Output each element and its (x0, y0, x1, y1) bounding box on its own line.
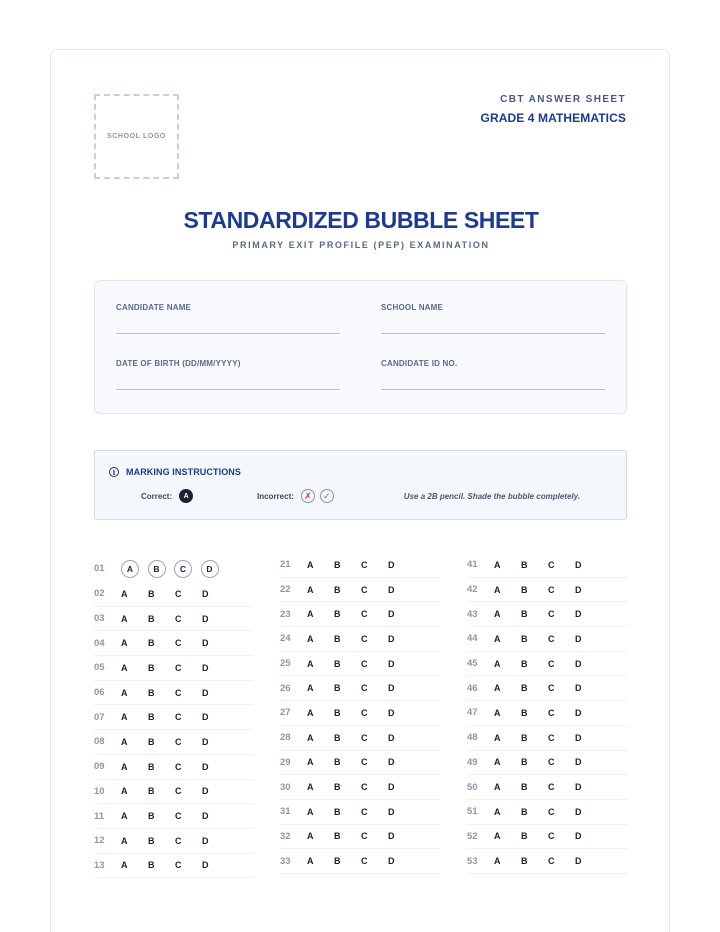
answer-option-a[interactable]: A (121, 613, 128, 624)
answer-option-c[interactable]: C (548, 757, 555, 768)
candidate-name-line (116, 333, 340, 334)
answer-option-b[interactable]: B (148, 638, 155, 649)
answer-option-d[interactable]: D (575, 757, 582, 768)
answer-option-d[interactable]: D (202, 638, 209, 649)
answer-option-b[interactable]: B (334, 609, 341, 620)
answer-option-d[interactable]: D (388, 658, 395, 669)
answer-option-d[interactable]: D (388, 707, 395, 718)
answer-option-b[interactable]: B (148, 662, 155, 673)
question-row (94, 607, 254, 632)
check-mark-icon: ✓ (320, 489, 334, 503)
answer-option-b[interactable]: B (148, 588, 155, 599)
answer-option-c[interactable]: C (548, 559, 555, 570)
answer-option-d[interactable]: D (575, 707, 582, 718)
answer-option-b[interactable]: B (148, 736, 155, 747)
question-column-1 (94, 555, 254, 878)
answer-option-a[interactable]: A (494, 732, 501, 743)
answer-option-c[interactable]: C (548, 633, 555, 644)
answer-option-c[interactable]: C (361, 707, 368, 718)
answer-option-d[interactable]: D (575, 559, 582, 570)
question-row (94, 780, 254, 805)
answer-option-b[interactable]: B (148, 712, 155, 723)
answer-option-b[interactable]: B (148, 613, 155, 624)
info-icon: i (109, 467, 119, 477)
answer-option-d[interactable]: D (202, 761, 209, 772)
question-number: 50 (467, 781, 478, 793)
answer-sheet (50, 49, 670, 932)
dob-field[interactable] (116, 359, 340, 390)
school-name-field[interactable] (381, 303, 605, 334)
answer-option-c[interactable]: C (174, 560, 192, 578)
question-row (280, 553, 440, 578)
question-row (94, 582, 254, 607)
answer-option-c[interactable]: C (175, 835, 182, 846)
answer-option-c[interactable]: C (175, 860, 182, 871)
answer-option-a[interactable]: A (307, 856, 314, 867)
logo-placeholder-text: SCHOOL LOGO (107, 133, 166, 140)
answer-option-c[interactable]: C (175, 662, 182, 673)
answer-option-b[interactable]: B (148, 786, 155, 797)
answer-option-a[interactable]: A (307, 658, 314, 669)
answer-option-c[interactable]: C (548, 782, 555, 793)
instructions-title: MARKING INSTRUCTIONS (126, 467, 241, 477)
candidate-name-label: CANDIDATE NAME (116, 303, 192, 312)
question-row (467, 751, 627, 776)
answer-option-a[interactable]: A (307, 757, 314, 768)
answer-option-a[interactable]: A (307, 609, 314, 620)
answer-option-b[interactable]: B (334, 707, 341, 718)
answer-option-b[interactable]: B (334, 831, 341, 842)
answer-option-b[interactable]: B (334, 732, 341, 743)
answer-option-c[interactable]: C (548, 732, 555, 743)
answer-option-b[interactable]: B (521, 683, 528, 694)
question-row (94, 705, 254, 730)
question-number: 26 (280, 682, 291, 694)
answer-option-d[interactable]: D (388, 584, 395, 595)
answer-option-d[interactable]: D (388, 757, 395, 768)
answer-option-b[interactable]: B (521, 584, 528, 595)
answer-option-b[interactable]: B (334, 584, 341, 595)
answer-option-d[interactable]: D (202, 712, 209, 723)
question-row (280, 701, 440, 726)
answer-option-d[interactable]: D (388, 856, 395, 867)
question-number: 29 (280, 756, 291, 768)
answer-option-a[interactable]: A (307, 831, 314, 842)
answer-option-b[interactable]: B (521, 707, 528, 718)
page-title: STANDARDIZED BUBBLE SHEET (183, 207, 539, 233)
answer-option-a[interactable]: A (121, 835, 128, 846)
question-number: 23 (280, 608, 291, 620)
question-number: 53 (467, 855, 478, 867)
answer-option-a[interactable]: A (121, 736, 128, 747)
answer-option-c[interactable]: C (175, 638, 182, 649)
answer-option-c[interactable]: C (361, 806, 368, 817)
answer-option-b[interactable]: B (521, 609, 528, 620)
question-number: 06 (94, 687, 105, 699)
question-row (280, 726, 440, 751)
answer-option-d[interactable]: D (575, 609, 582, 620)
answer-option-d[interactable]: D (201, 560, 219, 578)
question-row (94, 755, 254, 780)
answer-option-c[interactable]: C (548, 856, 555, 867)
answer-option-b[interactable]: B (521, 633, 528, 644)
question-row (94, 829, 254, 854)
question-row (94, 656, 254, 681)
answer-option-a[interactable]: A (494, 633, 501, 644)
question-number: 13 (94, 859, 105, 871)
answer-option-d[interactable]: D (202, 588, 209, 599)
question-number: 11 (94, 810, 105, 822)
subject-grade: GRADE 4 MATHEMATICS (480, 111, 626, 125)
answer-option-a[interactable]: A (494, 609, 501, 620)
answer-option-a[interactable]: A (121, 588, 128, 599)
question-number: 07 (94, 711, 105, 723)
question-number: 41 (467, 559, 478, 571)
marking-instructions (94, 450, 627, 520)
question-row (94, 804, 254, 829)
answer-option-a[interactable]: A (307, 707, 314, 718)
answer-option-c[interactable]: C (361, 757, 368, 768)
answer-option-a[interactable]: A (494, 584, 501, 595)
answer-option-b[interactable]: B (148, 687, 155, 698)
answer-option-a[interactable]: A (121, 811, 128, 822)
answer-option-b[interactable]: B (521, 757, 528, 768)
answer-option-a[interactable]: A (494, 856, 501, 867)
question-number: 25 (280, 658, 291, 670)
page-subtitle: PRIMARY EXIT PROFILE (PEP) EXAMINATION (232, 240, 490, 250)
answer-option-c[interactable]: C (361, 782, 368, 793)
question-number: 05 (94, 662, 105, 674)
answer-option-c[interactable]: C (361, 658, 368, 669)
question-number: 42 (467, 584, 478, 596)
answer-option-a[interactable]: A (494, 806, 501, 817)
answer-option-d[interactable]: D (575, 732, 582, 743)
answer-option-c[interactable]: C (175, 811, 182, 822)
question-number: 02 (94, 588, 105, 600)
answer-option-b[interactable]: B (521, 658, 528, 669)
answer-option-c[interactable]: C (361, 633, 368, 644)
answer-option-c[interactable]: C (548, 806, 555, 817)
answer-option-a[interactable]: A (121, 687, 128, 698)
question-number: 27 (280, 707, 291, 719)
answer-option-b[interactable]: B (521, 831, 528, 842)
answer-option-a[interactable]: A (494, 658, 501, 669)
answer-option-a[interactable]: A (494, 707, 501, 718)
answer-option-a[interactable]: A (121, 662, 128, 673)
answer-option-b[interactable]: B (334, 782, 341, 793)
question-number: 22 (280, 584, 291, 596)
correct-example (141, 489, 193, 503)
answer-option-a[interactable]: A (121, 560, 139, 578)
question-number: 01 (94, 563, 105, 574)
sheet-meta (481, 94, 626, 125)
question-number: 04 (94, 637, 105, 649)
answer-option-c[interactable]: C (175, 786, 182, 797)
answer-option-d[interactable]: D (202, 687, 209, 698)
answer-option-b[interactable]: B (148, 811, 155, 822)
question-number: 09 (94, 761, 105, 773)
question-row (280, 578, 440, 603)
answer-option-c[interactable]: C (548, 707, 555, 718)
candidate-name-field[interactable] (116, 303, 340, 334)
answer-option-c[interactable]: C (175, 761, 182, 772)
question-row (467, 726, 627, 751)
question-row (94, 730, 254, 755)
answer-option-a[interactable]: A (307, 559, 314, 570)
answer-option-c[interactable]: C (548, 831, 555, 842)
answer-option-a[interactable]: A (121, 860, 128, 871)
answer-option-b[interactable]: B (521, 559, 528, 570)
question-row (467, 849, 627, 874)
question-row (467, 553, 627, 578)
answer-option-b[interactable]: B (334, 559, 341, 570)
school-name-line (381, 333, 605, 334)
answer-option-d[interactable]: D (388, 683, 395, 694)
question-number: 31 (280, 806, 291, 818)
answer-option-c[interactable]: C (548, 658, 555, 669)
question-row (467, 578, 627, 603)
answer-option-b[interactable]: B (148, 560, 166, 578)
question-number: 30 (280, 781, 291, 793)
answer-option-d[interactable]: D (202, 860, 209, 871)
question-column-2 (280, 553, 440, 874)
answer-option-a[interactable]: A (494, 782, 501, 793)
dob-label: DATE OF BIRTH (DD/MM/YYYY) (116, 359, 241, 368)
answer-option-d[interactable]: D (388, 831, 395, 842)
answer-option-d[interactable]: D (575, 584, 582, 595)
answer-option-b[interactable]: B (148, 860, 155, 871)
answer-option-b[interactable]: B (521, 856, 528, 867)
answer-option-d[interactable]: D (388, 806, 395, 817)
answer-option-d[interactable]: D (575, 658, 582, 669)
answer-option-c[interactable]: C (361, 609, 368, 620)
answer-option-a[interactable]: A (121, 786, 128, 797)
answer-option-b[interactable]: B (334, 658, 341, 669)
answer-option-a[interactable]: A (307, 683, 314, 694)
answer-option-d[interactable]: D (575, 683, 582, 694)
question-row (467, 800, 627, 825)
question-number: 49 (467, 756, 478, 768)
answer-option-b[interactable]: B (334, 683, 341, 694)
answer-option-b[interactable]: B (334, 757, 341, 768)
question-row (280, 800, 440, 825)
question-column-3 (467, 553, 627, 874)
answer-option-c[interactable]: C (361, 732, 368, 743)
answer-option-c[interactable]: C (361, 831, 368, 842)
question-number: 33 (280, 855, 291, 867)
answer-option-d[interactable]: D (202, 736, 209, 747)
answer-option-c[interactable]: C (361, 559, 368, 570)
answer-option-c[interactable]: C (548, 683, 555, 694)
answer-option-a[interactable]: A (494, 757, 501, 768)
question-number: 46 (467, 682, 478, 694)
answer-option-c[interactable]: C (361, 683, 368, 694)
answer-option-a[interactable]: A (494, 683, 501, 694)
answer-option-a[interactable]: A (307, 633, 314, 644)
answer-option-b[interactable]: B (521, 782, 528, 793)
answer-option-b[interactable]: B (334, 806, 341, 817)
answer-option-c[interactable]: C (175, 687, 182, 698)
question-number: 43 (467, 608, 478, 620)
question-number: 52 (467, 830, 478, 842)
sheet-type: CBT ANSWER SHEET (500, 94, 626, 105)
question-number: 08 (94, 736, 105, 748)
answer-option-d[interactable]: D (202, 786, 209, 797)
question-row (467, 775, 627, 800)
candidate-id-label: CANDIDATE ID NO. (381, 359, 458, 368)
answer-option-a[interactable]: A (494, 559, 501, 570)
question-number: 28 (280, 732, 291, 744)
question-number: 51 (467, 806, 478, 818)
answer-option-b[interactable]: B (521, 732, 528, 743)
question-row (280, 825, 440, 850)
question-row (467, 602, 627, 627)
answer-option-d[interactable]: D (202, 662, 209, 673)
answer-option-d[interactable]: D (575, 633, 582, 644)
question-row (467, 652, 627, 677)
answer-option-d[interactable]: D (202, 835, 209, 846)
candidate-info-box (94, 280, 627, 414)
answer-option-d[interactable]: D (388, 559, 395, 570)
question-row (280, 602, 440, 627)
answer-option-a[interactable]: A (494, 831, 501, 842)
answer-option-d[interactable]: D (575, 831, 582, 842)
incorrect-example (257, 489, 334, 503)
answer-option-d[interactable]: D (575, 856, 582, 867)
answer-option-d[interactable]: D (388, 732, 395, 743)
answer-option-b[interactable]: B (521, 806, 528, 817)
question-row (280, 775, 440, 800)
dob-line (116, 389, 340, 390)
answer-option-b[interactable]: B (148, 761, 155, 772)
answer-option-c[interactable]: C (548, 584, 555, 595)
question-row (467, 627, 627, 652)
answer-option-c[interactable]: C (175, 712, 182, 723)
answer-option-c[interactable]: C (548, 609, 555, 620)
answer-option-a[interactable]: A (307, 732, 314, 743)
correct-label: Correct: (141, 491, 173, 501)
answer-option-b[interactable]: B (334, 856, 341, 867)
question-row (94, 631, 254, 656)
school-name-label: SCHOOL NAME (381, 303, 444, 312)
answer-option-d[interactable]: D (575, 806, 582, 817)
question-row (467, 825, 627, 850)
answer-option-a[interactable]: A (307, 584, 314, 595)
pencil-note: Use a 2B pencil. Shade the bubble completely. (403, 492, 580, 501)
answer-option-a[interactable]: A (307, 782, 314, 793)
answer-option-a[interactable]: A (121, 761, 128, 772)
question-row (467, 676, 627, 701)
question-row (94, 681, 254, 706)
answer-option-c[interactable]: C (175, 736, 182, 747)
answer-option-b[interactable]: B (334, 633, 341, 644)
question-number: 32 (280, 830, 291, 842)
answer-option-c[interactable]: C (175, 613, 182, 624)
question-row (94, 854, 254, 879)
answer-option-d[interactable]: D (575, 782, 582, 793)
answer-option-a[interactable]: A (121, 712, 128, 723)
question-number: 12 (94, 835, 105, 847)
question-number: 47 (467, 707, 478, 719)
question-number: 10 (94, 785, 105, 797)
question-row (280, 676, 440, 701)
answer-option-d[interactable]: D (202, 811, 209, 822)
question-number: 03 (94, 613, 105, 625)
question-number: 45 (467, 658, 478, 670)
answer-option-b[interactable]: B (148, 835, 155, 846)
answer-option-c[interactable]: C (361, 584, 368, 595)
answer-option-d[interactable]: D (388, 633, 395, 644)
filled-bubble-example: A (179, 489, 193, 503)
question-number: 24 (280, 633, 291, 645)
question-row (280, 849, 440, 874)
answer-option-d[interactable]: D (202, 613, 209, 624)
answer-option-c[interactable]: C (361, 856, 368, 867)
question-number: 21 (280, 559, 291, 571)
answer-option-d[interactable]: D (388, 609, 395, 620)
question-row (280, 652, 440, 677)
answer-option-a[interactable]: A (121, 638, 128, 649)
question-number: 44 (467, 633, 478, 645)
question-row (467, 701, 627, 726)
candidate-id-field[interactable] (381, 359, 605, 390)
answer-option-a[interactable]: A (307, 806, 314, 817)
candidate-id-line (381, 389, 605, 390)
answer-option-d[interactable]: D (388, 782, 395, 793)
question-number: 48 (467, 732, 478, 744)
school-logo-placeholder (94, 94, 179, 179)
question-row (94, 555, 254, 582)
answer-option-c[interactable]: C (175, 588, 182, 599)
question-row (280, 627, 440, 652)
incorrect-label: Incorrect: (257, 491, 294, 501)
instructions-heading (109, 467, 241, 477)
question-row (280, 751, 440, 776)
cross-mark-icon: ✗ (301, 489, 315, 503)
